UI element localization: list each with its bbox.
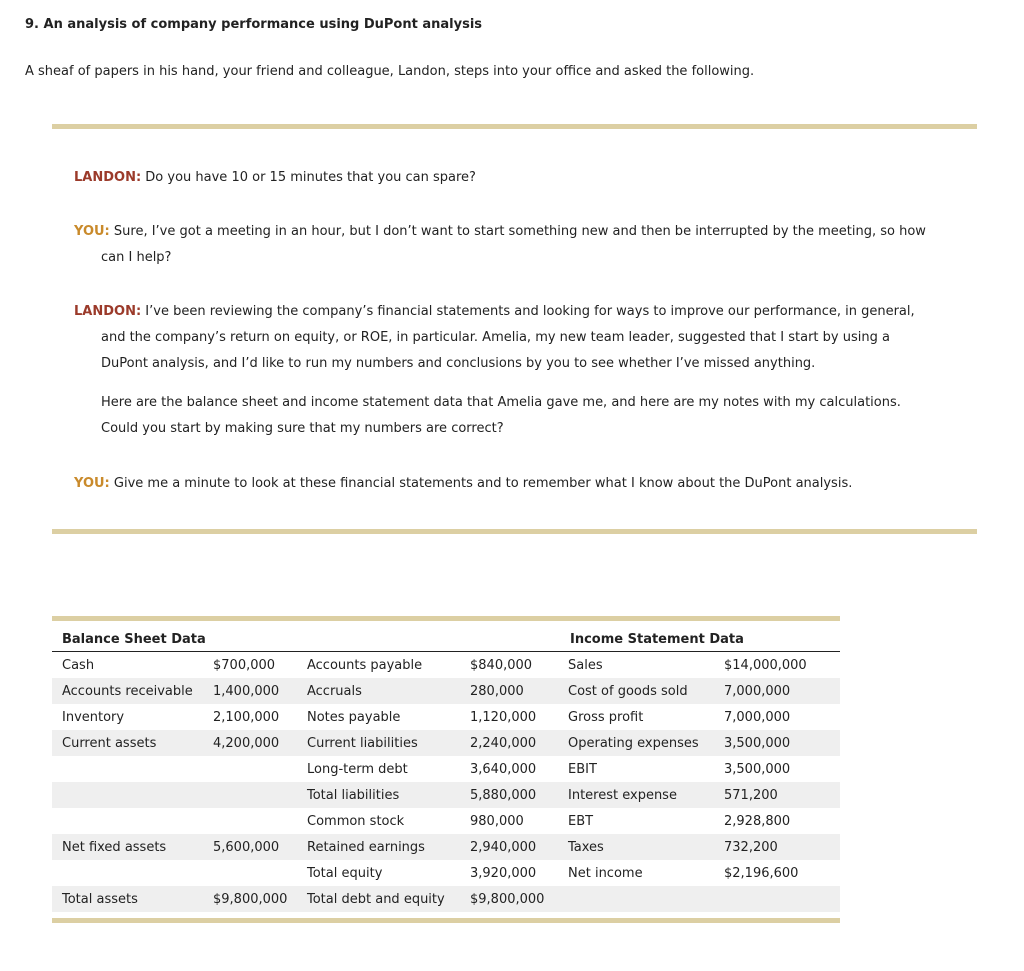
table-cell: $9,800,000 — [464, 886, 560, 912]
table-cell: $700,000 — [213, 657, 276, 673]
table-cell: 732,200 — [714, 834, 840, 860]
table-row — [52, 730, 840, 756]
intro-text: A sheaf of papers in his hand, your friend and colleague, Landon, steps into your office and asked the following. — [25, 64, 755, 79]
table-cell: $14,000,000 — [724, 657, 807, 673]
table-cell: 5,600,000 — [209, 834, 303, 860]
table-cell: Accounts receivable — [52, 678, 209, 704]
table-row — [52, 704, 840, 730]
table-cell: EBIT — [568, 761, 597, 777]
table-cell: 1,120,000 — [470, 709, 537, 725]
table-cell: Net fixed assets — [52, 834, 209, 860]
table-cell: Current liabilities — [303, 730, 464, 756]
dialogue-landon-2: LANDON: I’ve been reviewing the company’s financial statements and looking for ways to improve our performance, in general, and the company’s return on equity, or ROE, in particular. Amelia, my new team leader, suggested that I start by using a DuPont analysis, and I’d like to run my numbers and conclusions by you to see whether I’ve missed anything. — [74, 304, 915, 371]
table-cell: Interest expense — [560, 782, 714, 808]
problem-title: 9. An analysis of company performance using DuPont analysis — [25, 17, 483, 32]
table-cell: Gross profit — [568, 709, 644, 725]
table-cell: Total assets — [52, 886, 209, 912]
table-cell: 980,000 — [470, 813, 524, 829]
table-header — [52, 627, 840, 652]
table-row — [52, 678, 840, 704]
table-row — [52, 834, 840, 860]
table-cell: 2,928,800 — [724, 813, 791, 829]
dialogue-landon-2b: Here are the balance sheet and income statement data that Amelia gave me, and here are my notes with my calculations. Could you start by making sure that my numbers are correct? — [101, 395, 901, 436]
table-cell: Sales — [568, 657, 603, 673]
dialogue-you-2: YOU: Give me a minute to look at these financial statements and to remember what I know about the DuPont analysis. — [74, 476, 853, 491]
table-cell: 7,000,000 — [724, 709, 791, 725]
table-cell: 1,400,000 — [209, 678, 303, 704]
table-cell — [209, 860, 303, 886]
table-cell: 7,000,000 — [714, 678, 840, 704]
table-cell: $2,196,600 — [724, 865, 799, 881]
table-cell: Cash — [62, 657, 95, 673]
table-row — [52, 860, 840, 886]
table-cell: Accounts payable — [307, 657, 423, 673]
table-cell: EBT — [568, 813, 594, 829]
table-cell: 2,240,000 — [464, 730, 560, 756]
table-cell: Common stock — [307, 813, 405, 829]
table-cell: Operating expenses — [560, 730, 714, 756]
table-cell: Total equity — [307, 865, 383, 881]
income-statement-header: Income Statement Data — [560, 627, 840, 652]
balance-sheet-header: Balance Sheet Data — [52, 627, 560, 652]
financial-data-table — [52, 627, 840, 912]
divider-top — [52, 124, 977, 129]
table-cell — [560, 886, 714, 912]
table-cell: 2,940,000 — [464, 834, 560, 860]
table-cell: Notes payable — [307, 709, 401, 725]
table-cell: Retained earnings — [303, 834, 464, 860]
table-cell — [52, 860, 209, 886]
table-cell: 571,200 — [714, 782, 840, 808]
table-cell: Cost of goods sold — [560, 678, 714, 704]
table-cell: Long-term debt — [307, 761, 408, 777]
table-cell: Total liabilities — [303, 782, 464, 808]
table-cell — [209, 808, 303, 834]
table-cell: 3,920,000 — [470, 865, 537, 881]
divider-bottom — [52, 529, 977, 534]
table-top-bar — [52, 616, 840, 621]
table-cell: Taxes — [560, 834, 714, 860]
table-cell: 3,500,000 — [724, 761, 791, 777]
table-cell: Current assets — [52, 730, 209, 756]
table-cell: Total debt and equity — [303, 886, 464, 912]
table-cell: $9,800,000 — [209, 886, 303, 912]
table-cell: 3,500,000 — [714, 730, 840, 756]
table-cell: Accruals — [303, 678, 464, 704]
table-cell: 280,000 — [464, 678, 560, 704]
dialogue-landon-1: LANDON: Do you have 10 or 15 minutes that you can spare? — [74, 170, 476, 185]
table-cell — [52, 756, 209, 782]
table-cell — [209, 782, 303, 808]
table-cell — [209, 756, 303, 782]
table-bottom-bar — [52, 918, 840, 923]
table-row — [52, 886, 840, 912]
table-cell: 5,880,000 — [464, 782, 560, 808]
dialogue-you-1: YOU: Sure, I’ve got a meeting in an hour, but I don’t want to start something new and then be interrupted by the meeting, so how can I help? — [74, 224, 926, 265]
table-cell — [714, 886, 840, 912]
table-cell: 2,100,000 — [213, 709, 280, 725]
table-cell: 4,200,000 — [209, 730, 303, 756]
table-row — [52, 782, 840, 808]
table-row — [52, 808, 840, 834]
table-row — [52, 756, 840, 782]
table-row — [52, 652, 840, 679]
table-cell: Net income — [568, 865, 643, 881]
table-cell: 3,640,000 — [470, 761, 537, 777]
table-cell: Inventory — [62, 709, 125, 725]
table-cell — [52, 782, 209, 808]
table-cell — [52, 808, 209, 834]
table-cell: $840,000 — [470, 657, 533, 673]
